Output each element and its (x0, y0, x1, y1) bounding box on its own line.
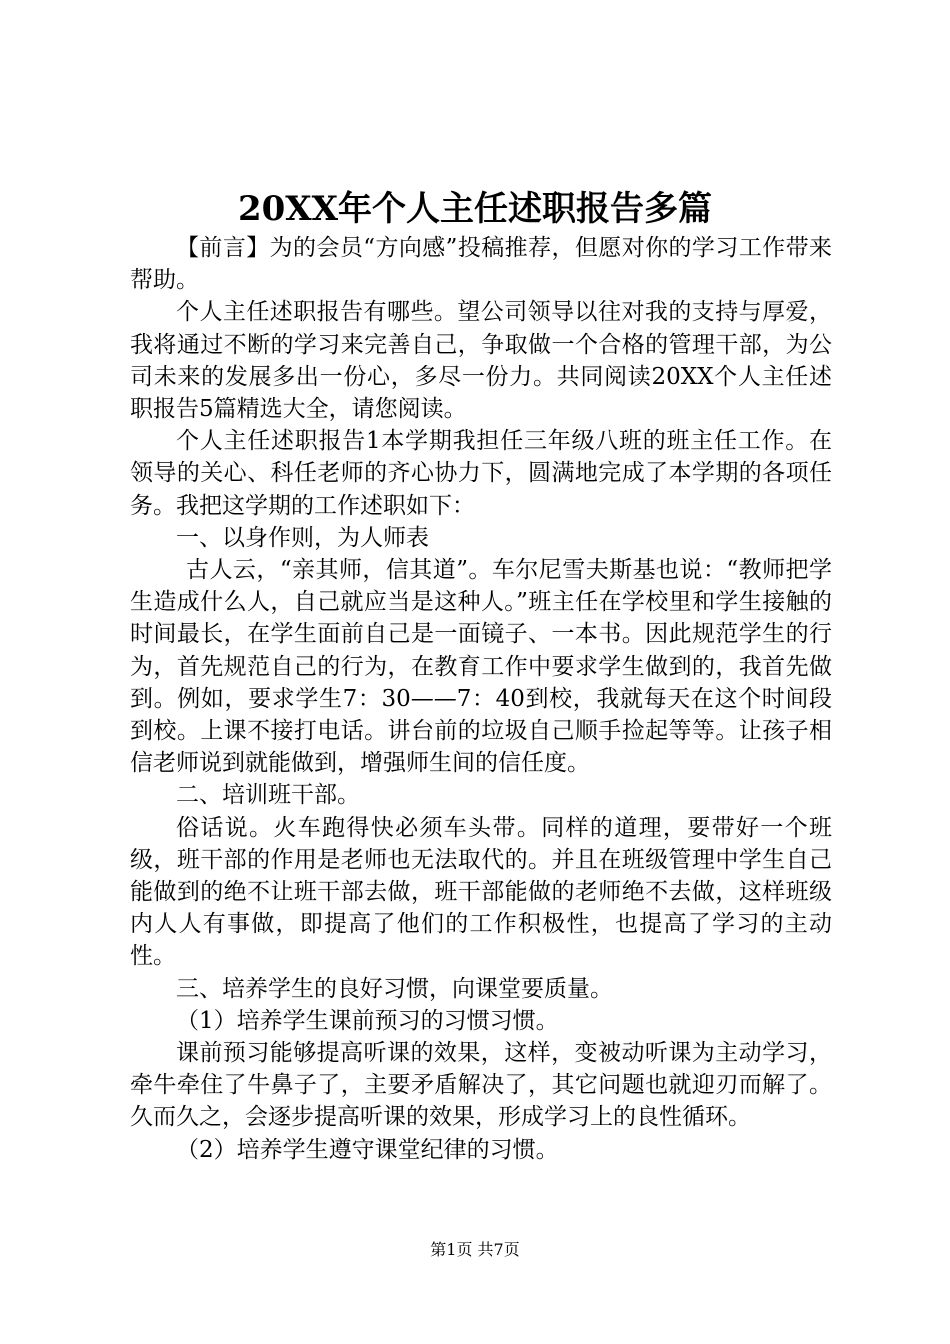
section-paragraph-1: 古人云，“亲其师，信其道”。车尔尼雪夫斯基也说：“教师把学生造成什么人，自己就应当是这种人。”班主任在学校里和学生接触的时间最长，在学生面前自己是一面镜子、一本书。因此规范学生的行为，首先规范自己的行为，在教育工作中要求学生做到的，我首先做到。例如，要求学生7：30——7：40到校，我就每天在这个时间段到校。上课不接打电话。讲台前的垃圾自己顺手捡起等等。让孩子相信老师说到就能做到，增强师生间的信任度。 (130, 557, 832, 777)
subsection-heading-1: （1）培养学生课前预习的习惯习惯。 (176, 1007, 559, 1034)
section-heading-1: 一、以身作则，为人师表 (176, 524, 429, 551)
document-body (130, 232, 832, 1166)
page-footer: 第1页 共7页 (430, 1240, 520, 1259)
section-paragraph-2: 俗话说。火车跑得快必须车头带。同样的道理，要带好一个班级，班干部的作用是老师也无法取代的。并且在班级管理中学生自己能做到的绝不让班干部去做，班干部能做的老师绝不去做，这样班级内人人有事做，即提高了他们的工作积极性，也提高了学习的主动性。 (130, 814, 832, 970)
preface-paragraph: 【前言】为的会员“方向感”投稿推荐，但愿对你的学习工作带来帮助。 (130, 235, 832, 294)
section-heading-3: 三、培养学生的良好习惯，向课堂要质量。 (176, 975, 613, 1002)
document-title: 20XX年个人主任述职报告多篇 (237, 189, 713, 229)
intro-paragraph: 个人主任述职报告有哪些。望公司领导以往对我的支持与厚爱，我将通过不断的学习来完善自己，争取做一个合格的管理干部，为公司未来的发展多出一份心，多尽一份力。共同阅读20XX个人主任述职报告5篇精选大全，请您阅读。 (130, 299, 832, 423)
section-heading-2: 二、培训班干部。 (176, 782, 360, 809)
report-opening-paragraph: 个人主任述职报告1本学期我担任三年级八班的班主任工作。在领导的关心、科任老师的齐心协力下，圆满地完成了本学期的各项任务。我把这学期的工作述职如下： (130, 428, 832, 519)
subsection-heading-2: （2）培养学生遵守课堂纪律的习惯。 (176, 1136, 559, 1163)
subsection-paragraph-1: 课前预习能够提高听课的效果，这样，变被动听课为主动学习，牵牛牵住了牛鼻子了，主要矛盾解决了，其它问题也就迎刃而解了。久而久之，会逐步提高听课的效果，形成学习上的良性循环。 (130, 1040, 832, 1131)
